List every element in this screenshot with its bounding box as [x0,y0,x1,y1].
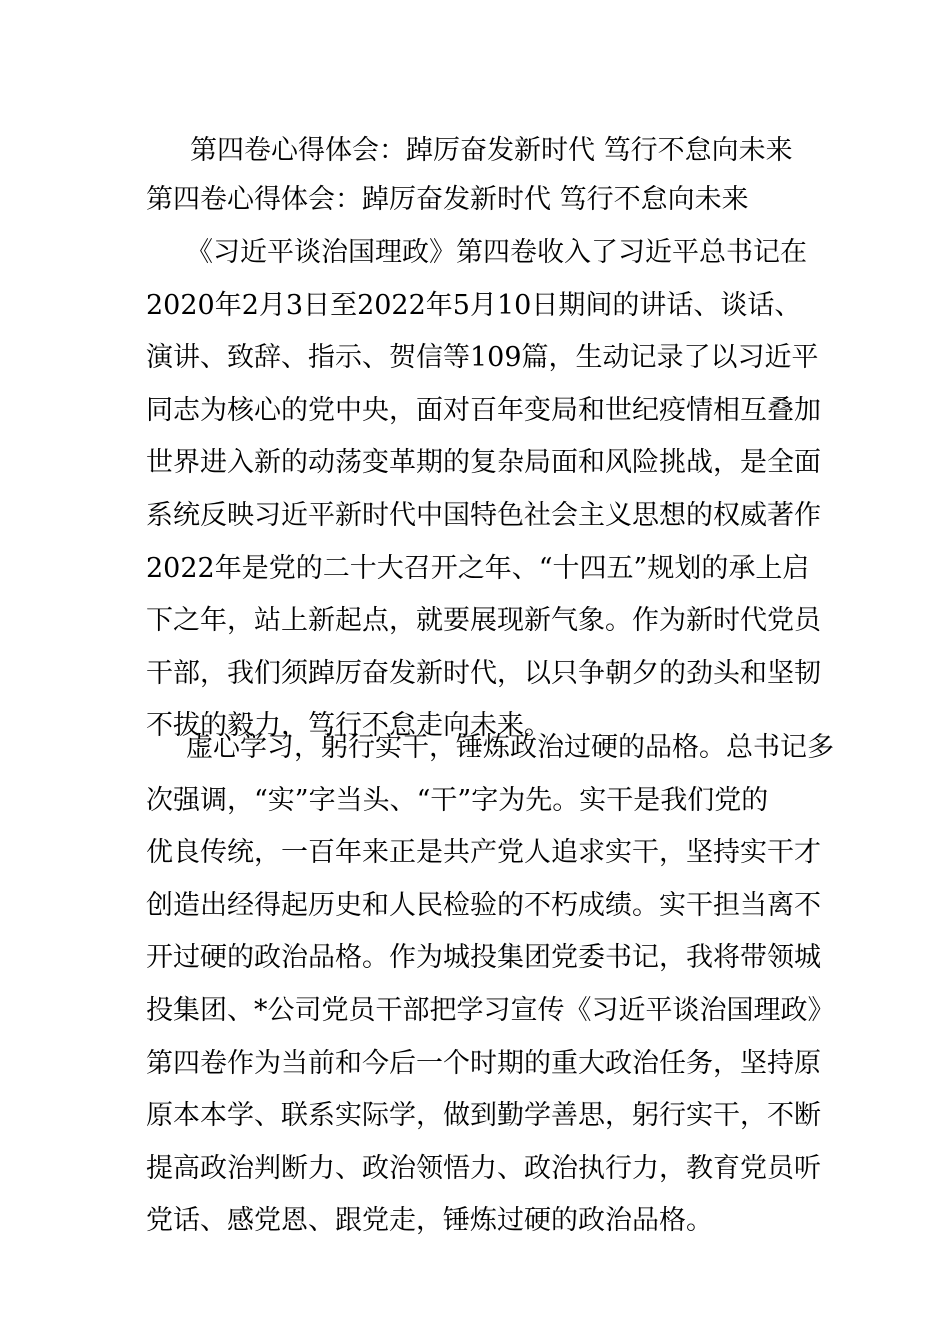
paragraph-line: 党话、感党恩、跟党走，锤炼过硬的政治品格。 [146,1205,713,1237]
paragraph-line: 提高政治判断力、政治领悟力、政治执行力，教育党员听 [146,1152,821,1184]
paragraph-line: 下之年，站上新起点，就要展现新气象。作为新时代党员 [146,605,821,637]
paragraph-line: 次强调，“实”字当头、“干”字为先。实干是我们党的 [146,784,769,816]
paragraph-line: 演讲、致辞、指示、贺信等109篇，生动记录了以习近平 [146,342,819,374]
paragraph-line: 2020年2月3日至2022年5月10日期间的讲话、谈话、 [146,289,802,321]
paragraph-line: 开过硬的政治品格。作为城投集团党委书记，我将带领城 [146,942,821,974]
paragraph-line: 不拔的毅力，笃行不怠走向未来。 [146,710,551,742]
paragraph-practice [146,722,836,1248]
paragraph-line: 系统反映习近平新时代中国特色社会主义思想的权威著作 [146,499,821,531]
paragraph-line: 第四卷作为当前和今后一个时期的重大政治任务，坚持原 [146,1047,821,1079]
paragraph-line: 投集团、*公司党员干部把学习宣传《习近平谈治国理政》 [146,994,835,1026]
paragraph-line: 同志为核心的党中央，面对百年变局和世纪疫情相互叠加 [146,394,821,426]
paragraph-line: 《习近平谈治国理政》第四卷收入了习近平总书记在 [186,237,807,268]
paragraph-line: 原本本学、联系实际学，做到勤学善思，躬行实干，不断 [146,1100,821,1132]
paragraph-line: 干部，我们须踔厉奋发新时代，以只争朝夕的劲头和坚韧 [146,657,821,689]
paragraph-intro [146,227,836,753]
paragraph-line: 虚心学习，躬行实干，锤炼政治过硬的品格。总书记多 [186,732,834,763]
paragraph-line: 优良传统，一百年来正是共产党人追求实干，坚持实干才 [146,837,821,869]
document-title: 第四卷心得体会：踔厉奋发新时代 笃行不怠向未来 [190,135,793,166]
document-subtitle: 第四卷心得体会：踔厉奋发新时代 笃行不怠向未来 [146,184,749,215]
paragraph-line: 2022年是党的二十大召开之年、“十四五”规划的承上启 [146,552,810,584]
paragraph-line: 世界进入新的动荡变革期的复杂局面和风险挑战，是全面 [146,447,821,479]
paragraph-line: 创造出经得起历史和人民检验的不朽成绩。实干担当离不 [146,889,821,921]
